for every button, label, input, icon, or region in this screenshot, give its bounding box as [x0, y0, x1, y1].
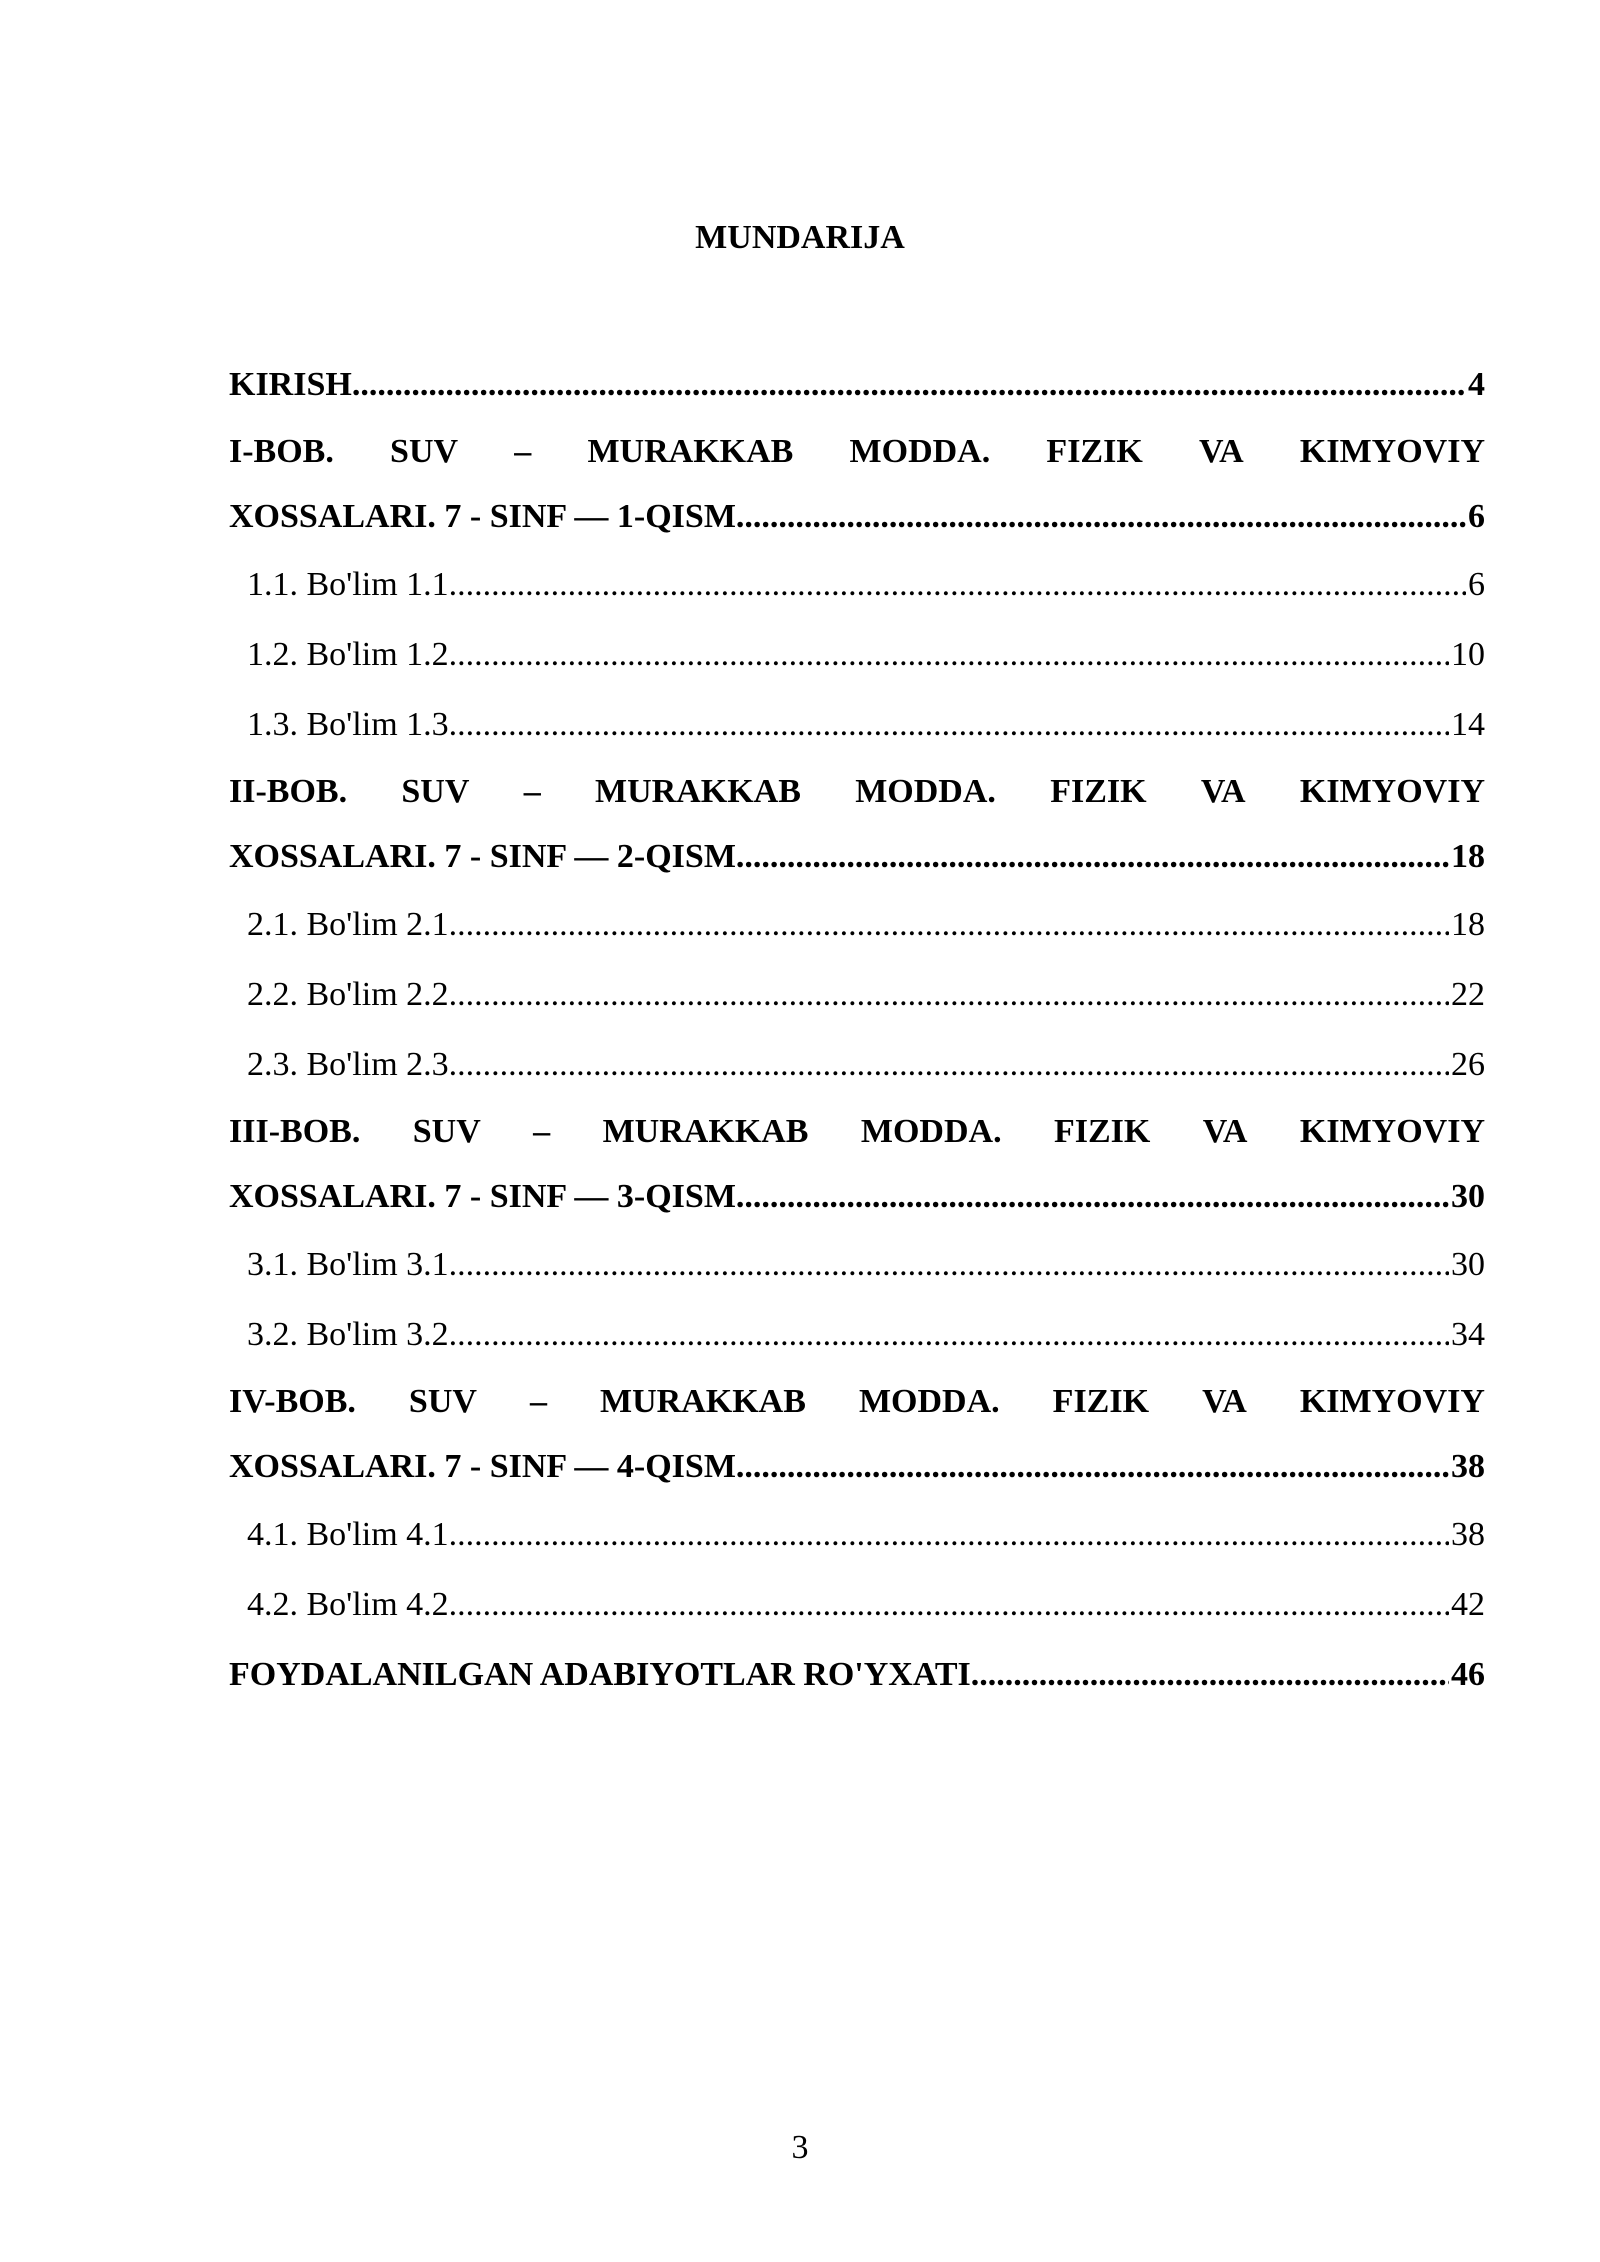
toc-entry-row — [229, 550, 1485, 620]
chapter-title-word: FIZIK — [1050, 773, 1147, 810]
chapter-title-word: MURAKKAB — [595, 773, 801, 810]
chapter-title-word: KIMYOVIY — [1299, 773, 1485, 810]
chapter-title-line — [229, 1100, 1485, 1164]
toc-entry-label: 4.2. Bo'lim 4.2 — [247, 1586, 449, 1623]
chapter-title-line — [229, 760, 1485, 824]
chapter-title-line — [229, 484, 1485, 550]
dot-leader — [736, 1164, 1449, 1230]
toc-entry-references[interactable] — [229, 1640, 1485, 1710]
chapter-title-word: KIMYOVIY — [1299, 433, 1485, 470]
dot-leader — [449, 690, 1449, 760]
chapter-title-word: VA — [1202, 1383, 1247, 1420]
toc-entry-chapter[interactable] — [229, 760, 1485, 890]
toc-entry-section[interactable] — [229, 960, 1485, 1030]
toc-entry-section[interactable] — [229, 1570, 1485, 1640]
toc-entry-chapter[interactable] — [229, 1100, 1485, 1230]
chapter-title-word: KIMYOVIY — [1299, 1113, 1485, 1150]
chapter-title-word: VA — [1198, 433, 1244, 470]
chapter-title-word: – — [514, 433, 532, 470]
toc-entry-section[interactable] — [229, 620, 1485, 690]
chapter-title-word: MODDA. — [855, 773, 996, 810]
toc-entry-section[interactable] — [229, 1500, 1485, 1570]
dot-leader — [449, 1500, 1449, 1570]
toc-entry-section[interactable] — [229, 890, 1485, 960]
toc-entry-row — [229, 1500, 1485, 1570]
toc-page-number: 26 — [1451, 1046, 1485, 1083]
toc-page-number: 30 — [1451, 1246, 1485, 1283]
toc-entry-label: 2.3. Bo'lim 2.3 — [247, 1046, 449, 1083]
chapter-title-word: – — [529, 1383, 547, 1420]
toc-page-number: 18 — [1451, 906, 1485, 943]
chapter-title-word: IV-BOB. — [229, 1383, 356, 1420]
dot-leader — [449, 550, 1466, 620]
toc-page-number: 42 — [1451, 1586, 1485, 1623]
chapter-title-word: – — [533, 1113, 551, 1150]
dot-leader — [449, 1300, 1449, 1370]
chapter-title-word: II-BOB. — [229, 773, 348, 810]
dot-leader — [449, 1230, 1449, 1300]
dot-leader — [352, 350, 1466, 420]
chapter-title-word: VA — [1200, 773, 1246, 810]
toc-page-number: 38 — [1451, 1516, 1485, 1553]
chapter-title-line — [229, 420, 1485, 484]
chapter-title-word: MODDA. — [849, 433, 991, 470]
page-number: 3 — [791, 2129, 809, 2166]
chapter-title-word: SUV — [390, 433, 459, 470]
toc-entry-chapter[interactable] — [229, 1370, 1485, 1500]
toc-entry-label: 3.1. Bo'lim 3.1 — [247, 1246, 449, 1283]
chapter-title-word: MODDA. — [858, 1383, 1000, 1420]
dot-leader — [736, 1434, 1449, 1500]
chapter-title-line — [229, 1164, 1485, 1230]
toc-entry-section[interactable] — [229, 550, 1485, 620]
chapter-title-line — [229, 824, 1485, 890]
toc-entry-section[interactable] — [229, 1030, 1485, 1100]
chapter-title-word: FIZIK — [1046, 433, 1143, 470]
toc-page-number: 6 — [1468, 566, 1485, 603]
dot-leader — [736, 484, 1466, 550]
toc-entry-label: XOSSALARI. 7 - SINF — 3-QISM — [229, 1178, 736, 1215]
toc-entry-chapter[interactable] — [229, 420, 1485, 550]
chapter-title-line — [229, 1370, 1485, 1434]
toc-entry-section[interactable] — [229, 690, 1485, 760]
chapter-title-word: SUV — [401, 773, 470, 810]
toc-entry-row — [229, 890, 1485, 960]
toc-entry-row — [229, 690, 1485, 760]
toc-entry-row — [229, 1300, 1485, 1370]
chapter-title-word: – — [523, 773, 541, 810]
page-title: MUNDARIJA — [695, 219, 905, 256]
toc-entry-row — [229, 1640, 1485, 1710]
toc-entry-label: 1.3. Bo'lim 1.3 — [247, 706, 449, 743]
toc-entry-section[interactable] — [229, 1300, 1485, 1370]
toc-entry-intro[interactable] — [229, 350, 1485, 420]
toc-entry-row — [229, 1030, 1485, 1100]
toc-page-number: 10 — [1451, 636, 1485, 673]
toc-entry-label: 1.1. Bo'lim 1.1 — [247, 566, 449, 603]
chapter-title-word: MURAKKAB — [602, 1113, 809, 1150]
toc-entry-label: 3.2. Bo'lim 3.2 — [247, 1316, 449, 1353]
toc-entry-label: XOSSALARI. 7 - SINF — 1-QISM — [229, 498, 736, 535]
toc-entry-label: XOSSALARI. 7 - SINF — 4-QISM — [229, 1448, 736, 1485]
toc-page-number: 46 — [1451, 1656, 1485, 1693]
chapter-title-word: FIZIK — [1053, 1113, 1151, 1150]
dot-leader — [449, 1570, 1449, 1640]
chapter-title-word: I-BOB. — [229, 433, 334, 470]
chapter-title-word: MURAKKAB — [587, 433, 794, 470]
toc-entry-label: XOSSALARI. 7 - SINF — 2-QISM — [229, 838, 736, 875]
toc-entry-label: FOYDALANILGAN ADABIYOTLAR RO'YXATI — [229, 1656, 971, 1693]
chapter-title-word: MODDA. — [860, 1113, 1002, 1150]
toc-entry-row — [229, 620, 1485, 690]
dot-leader — [449, 1030, 1449, 1100]
chapter-title-word: KIMYOVIY — [1299, 1383, 1485, 1420]
dot-leader — [449, 960, 1449, 1030]
toc-entry-row — [229, 1570, 1485, 1640]
toc-entry-section[interactable] — [229, 1230, 1485, 1300]
table-of-contents — [229, 350, 1485, 1710]
toc-page-number: 22 — [1451, 976, 1485, 1013]
toc-page-number: 38 — [1451, 1448, 1485, 1485]
chapter-title-line — [229, 1434, 1485, 1500]
dot-leader — [971, 1640, 1449, 1710]
toc-entry-label: 2.2. Bo'lim 2.2 — [247, 976, 449, 1013]
toc-entry-label: 1.2. Bo'lim 1.2 — [247, 636, 449, 673]
toc-entry-row — [229, 960, 1485, 1030]
chapter-title-word: MURAKKAB — [600, 1383, 806, 1420]
toc-page-number: 14 — [1451, 706, 1485, 743]
chapter-title-word: SUV — [412, 1113, 481, 1150]
dot-leader — [449, 620, 1449, 690]
dot-leader — [736, 824, 1449, 890]
toc-page-number: 30 — [1451, 1178, 1485, 1215]
chapter-title-word: VA — [1202, 1113, 1248, 1150]
chapter-title-word: FIZIK — [1052, 1383, 1150, 1420]
toc-entry-label: KIRISH — [229, 366, 352, 403]
chapter-title-word: III-BOB. — [229, 1113, 361, 1150]
toc-entry-label: 2.1. Bo'lim 2.1 — [247, 906, 449, 943]
toc-page-number: 4 — [1468, 366, 1485, 403]
toc-entry-row — [229, 1230, 1485, 1300]
chapter-title-word: SUV — [408, 1383, 477, 1420]
toc-page-number: 6 — [1468, 498, 1485, 535]
dot-leader — [449, 890, 1449, 960]
toc-page-number: 18 — [1451, 838, 1485, 875]
toc-entry-label: 4.1. Bo'lim 4.1 — [247, 1516, 449, 1553]
toc-page-number: 34 — [1451, 1316, 1485, 1353]
